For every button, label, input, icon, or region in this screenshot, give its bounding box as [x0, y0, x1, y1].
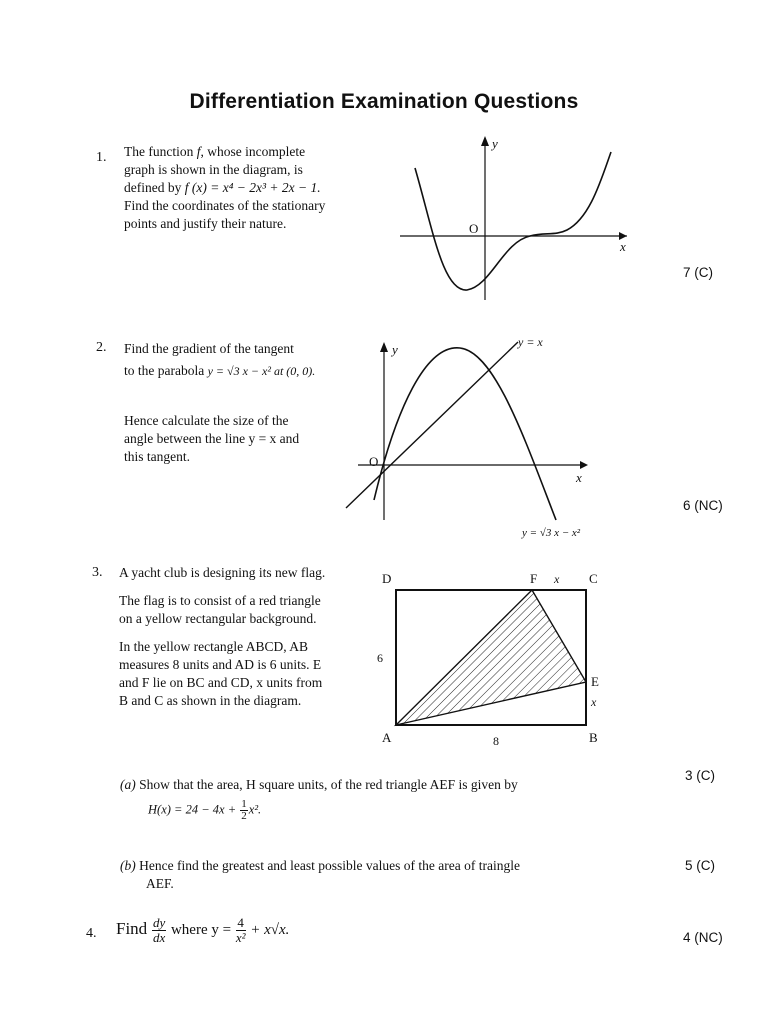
q3-diagram	[372, 568, 612, 750]
q1-function: f (x) = x⁴ − 2x³ + 2x − 1.	[184, 180, 321, 195]
q2-line-label: y = x	[518, 335, 543, 349]
q3-label-e: E	[591, 674, 599, 689]
q3-label-6: 6	[377, 651, 383, 665]
q4-dy: dy	[152, 915, 166, 930]
q3-formula-den: 2	[241, 810, 247, 822]
q4-text	[116, 916, 289, 945]
q3-label-8: 8	[493, 734, 499, 748]
q3-b-marks: 5 (C)	[685, 858, 715, 873]
q1-graph	[395, 130, 640, 305]
q3-p3c: and F lie on BC and CD, x units from	[119, 675, 323, 690]
q3-label-a: A	[382, 730, 392, 745]
q4-den: x²	[235, 930, 246, 945]
q2-equation: y = √3 x − x² at (0, 0).	[207, 364, 316, 378]
q2-line4: angle between the line y = x and	[124, 431, 300, 446]
q2-x-label: x	[576, 470, 582, 485]
q3-label-c: C	[589, 571, 598, 586]
q4-dydx	[152, 916, 166, 945]
q1-y-arrow	[481, 136, 489, 146]
q4-rest: + x√x.	[250, 921, 290, 938]
q3-a-label: (a)	[120, 777, 136, 792]
q3-b-text1: Hence find the greatest and least possible values of the area of traingle	[139, 858, 520, 873]
q2-line-y-equals-x	[346, 342, 518, 508]
q3-label-f: F	[530, 571, 538, 586]
q3-formula-fraction	[240, 799, 248, 822]
q4-where: where y =	[170, 921, 235, 938]
q3-line1: A yacht club is designing its new flag.	[119, 565, 326, 580]
q4-number: 4.	[86, 926, 97, 941]
q1-line3: defined by	[124, 180, 185, 195]
q2-text	[124, 340, 349, 466]
q3-p3a: In the yellow rectangle ABCD, AB	[119, 639, 308, 654]
q2-curve-label: y = √3 x − x²	[522, 527, 581, 539]
q3-part-b	[120, 857, 610, 893]
q1-f: f	[196, 144, 201, 159]
q2-y-label: y	[392, 342, 398, 357]
q1-x-label: x	[620, 239, 626, 254]
q4-marks: 4 (NC)	[683, 930, 723, 945]
q3-b-text2: AEF.	[146, 876, 174, 891]
q2-line5: this tangent.	[124, 449, 190, 464]
q1-line1: The function	[124, 144, 197, 159]
q4-fraction	[236, 916, 246, 945]
q1-text	[124, 143, 384, 233]
q3-part-a	[120, 776, 600, 794]
q2-x-arrow	[580, 461, 588, 469]
q2-marks: 6 (NC)	[683, 498, 723, 513]
q3-b-label: (b)	[120, 858, 136, 873]
q3-number: 3.	[92, 565, 103, 580]
q4-dx: dx	[152, 930, 166, 945]
q3-label-x-right: x	[591, 695, 597, 709]
q2-line2: to the parabola	[124, 363, 208, 378]
q1-marks: 7 (C)	[683, 265, 713, 280]
q2-line1: Find the gradient of the tangent	[124, 341, 294, 356]
q1-line1b: , whose incomplete	[200, 144, 306, 159]
q1-line4: Find the coordinates of the stationary	[124, 198, 326, 213]
page-title: Differentiation Examination Questions	[189, 90, 579, 113]
q4-num: 4	[237, 915, 244, 930]
q1-number: 1.	[96, 150, 107, 165]
q1-line5: points and justify their nature.	[124, 216, 287, 231]
q1-curve	[415, 152, 611, 290]
q2-y-arrow	[380, 342, 388, 352]
q3-formula	[148, 799, 261, 822]
q2-parabola	[374, 348, 556, 520]
q1-origin-label: O	[469, 221, 479, 236]
q2-number: 2.	[96, 340, 107, 355]
q3-formula-num: 1	[241, 798, 247, 810]
q3-p3b: measures 8 units and AD is 6 units. E	[119, 657, 322, 672]
q3-a-text: Show that the area, H square units, of the red triangle AEF is given by	[139, 777, 518, 792]
q3-label-d: D	[382, 571, 392, 586]
q3-p2b: on a yellow rectangular background.	[119, 611, 317, 626]
q1-line2: graph is shown in the diagram, is	[124, 162, 303, 177]
q2-line3: Hence calculate the size of the	[124, 413, 289, 428]
q2-origin-label: O	[369, 454, 379, 469]
q4-find: Find	[116, 918, 148, 938]
q3-label-b: B	[589, 730, 598, 745]
q3-p2a: The flag is to consist of a red triangle	[119, 593, 321, 608]
q3-p3d: B and C as shown in the diagram.	[119, 693, 302, 708]
q3-text	[119, 564, 359, 710]
q3-formula-right: x².	[248, 802, 262, 817]
q2-graph	[340, 330, 600, 545]
q3-triangle	[396, 590, 586, 725]
q3-label-x-top: x	[554, 572, 560, 586]
q3-a-marks: 3 (C)	[685, 768, 715, 783]
q3-formula-left: H(x) = 24 − 4x +	[148, 802, 240, 817]
q1-y-label: y	[492, 136, 498, 151]
